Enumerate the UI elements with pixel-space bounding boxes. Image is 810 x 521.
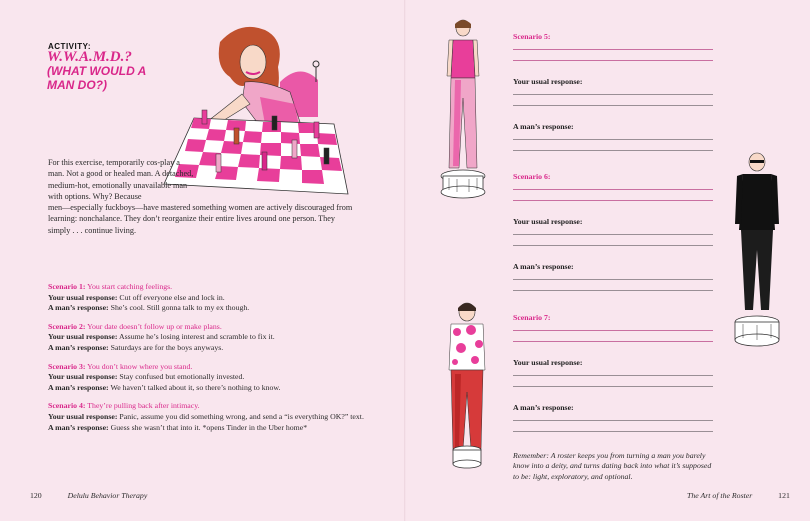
scenario-item — [48, 322, 388, 354]
man-response-line — [48, 343, 388, 354]
man-answer-line[interactable] — [513, 431, 713, 432]
scenario-question: You start catching feelings. — [87, 282, 173, 291]
usual-answer-line[interactable] — [513, 234, 713, 235]
scenario-heading — [48, 322, 388, 333]
usual-response-form-label: Your usual response: — [513, 358, 583, 367]
scenario-item — [48, 401, 388, 433]
scenario-form-label: Scenario 5: — [513, 32, 551, 41]
usual-response-line — [48, 372, 388, 383]
scenario-label: Scenario 3: — [48, 361, 86, 371]
usual-response-form-label: Your usual response: — [513, 217, 583, 226]
man-answer-line[interactable] — [513, 139, 713, 140]
title-line2: (WHAT WOULD A MAN DO?) — [47, 64, 146, 92]
scenario-item — [48, 282, 388, 314]
scenario-answer-line[interactable] — [513, 189, 713, 190]
intro-wide-text: men—especially fuckboys—have mastered something women are actively discouraged from learning: nonchalance. They don’t reorganize their entire lives around one person. They simply . . . continue living. — [48, 203, 353, 235]
man-answer-line[interactable] — [513, 290, 713, 291]
intro-paragraph — [48, 157, 358, 236]
scenario-question: You don’t know where you stand. — [87, 361, 193, 371]
scenario-form-block — [513, 172, 713, 301]
scenario-label: Scenario 1: — [48, 282, 86, 291]
man-response-line — [48, 423, 388, 434]
usual-response-label: Your usual response: — [48, 411, 118, 421]
man-answer-line[interactable] — [513, 420, 713, 421]
scenario-heading — [48, 362, 388, 373]
man-black-illustration — [727, 150, 787, 358]
scenario-form-block — [513, 32, 713, 161]
usual-response-text: Cut off everyone else and lock in. — [119, 292, 225, 302]
man-response-text: Saturdays are for the boys anyways. — [110, 342, 224, 352]
usual-answer-line[interactable] — [513, 375, 713, 376]
scenario-answer-line[interactable] — [513, 200, 713, 201]
right-folio — [687, 491, 790, 500]
usual-answer-line[interactable] — [513, 105, 713, 106]
scenario-answer-line[interactable] — [513, 330, 713, 331]
man-floral-illustration — [437, 300, 497, 470]
man-response-form-label: A man’s response: — [513, 262, 574, 271]
scenario-question: Your date doesn’t follow up or make plans. — [87, 321, 222, 331]
man-response-form-label: A man’s response: — [513, 122, 574, 131]
scenario-answer-line[interactable] — [513, 49, 713, 50]
scenario-form-block — [513, 313, 713, 442]
usual-response-label: Your usual response: — [48, 372, 118, 382]
man-response-text: She’s cool. Still gonna talk to my ex though. — [110, 303, 250, 313]
page-number-right: 121 — [778, 491, 790, 500]
man-response-text: We haven’t talked about it, so there’s nothing to know. — [110, 382, 281, 392]
man-response-text: Guess she wasn’t that into it. *opens Tinder in the Uber home* — [110, 422, 308, 432]
scenario-heading — [48, 401, 388, 412]
scenario-answer-line[interactable] — [513, 341, 713, 342]
running-title-right: The Art of the Roster — [687, 491, 753, 500]
intro-narrow-text: For this exercise, temporarily cos-play a man. Not a good or healed man. A detached, medium-hot, emotionally unavailable man with options. Why? Because — [48, 158, 194, 201]
usual-response-form-label: Your usual response: — [513, 77, 583, 86]
scenario-form-label: Scenario 6: — [513, 172, 551, 181]
usual-response-line — [48, 293, 388, 304]
usual-answer-line[interactable] — [513, 94, 713, 95]
man-pink-illustration — [435, 18, 495, 203]
usual-response-label: Your usual response: — [48, 332, 118, 342]
usual-response-text: Stay confused but emotionally invested. — [119, 372, 245, 382]
scenario-answer-line[interactable] — [513, 60, 713, 61]
usual-response-label: Your usual response: — [48, 292, 118, 302]
scenario-form-label: Scenario 7: — [513, 313, 551, 322]
man-answer-line[interactable] — [513, 150, 713, 151]
scenario-list — [48, 282, 388, 441]
man-response-label: A man’s response: — [48, 422, 109, 432]
usual-response-line — [48, 412, 388, 423]
man-answer-line[interactable] — [513, 279, 713, 280]
right-page — [405, 0, 810, 521]
activity-title — [47, 50, 167, 92]
title-line1: W.W.A.M.D.? — [47, 49, 132, 65]
man-response-label: A man’s response: — [48, 303, 109, 313]
scenario-label: Scenario 4: — [48, 401, 86, 411]
usual-response-line — [48, 332, 388, 343]
man-response-label: A man’s response: — [48, 382, 109, 392]
usual-answer-line[interactable] — [513, 245, 713, 246]
usual-answer-line[interactable] — [513, 386, 713, 387]
man-response-line — [48, 383, 388, 394]
man-response-form-label: A man’s response: — [513, 403, 574, 412]
remember-note: Remember: A roster keeps you from turning a man you barely know into a deity, and turns dating back into what it’s supposed to be: light, exploratory, and optional. — [513, 451, 712, 481]
running-title-left: Delulu Behavior Therapy — [67, 491, 148, 500]
scenario-heading — [48, 282, 388, 293]
man-response-line — [48, 303, 388, 314]
scenario-label: Scenario 2: — [48, 321, 86, 331]
scenario-item — [48, 362, 388, 394]
activity-label: ACTIVITY: — [48, 42, 92, 51]
scenario-question: They’re pulling back after intimacy. — [87, 401, 200, 411]
left-folio — [30, 491, 147, 500]
usual-response-text: Panic, assume you did something wrong, and send a “is everything OK?” text. — [119, 411, 364, 421]
usual-response-text: Assume he’s losing interest and scramble to fix it. — [119, 332, 275, 342]
page-number-left: 120 — [30, 491, 42, 500]
man-response-label: A man’s response: — [48, 342, 109, 352]
